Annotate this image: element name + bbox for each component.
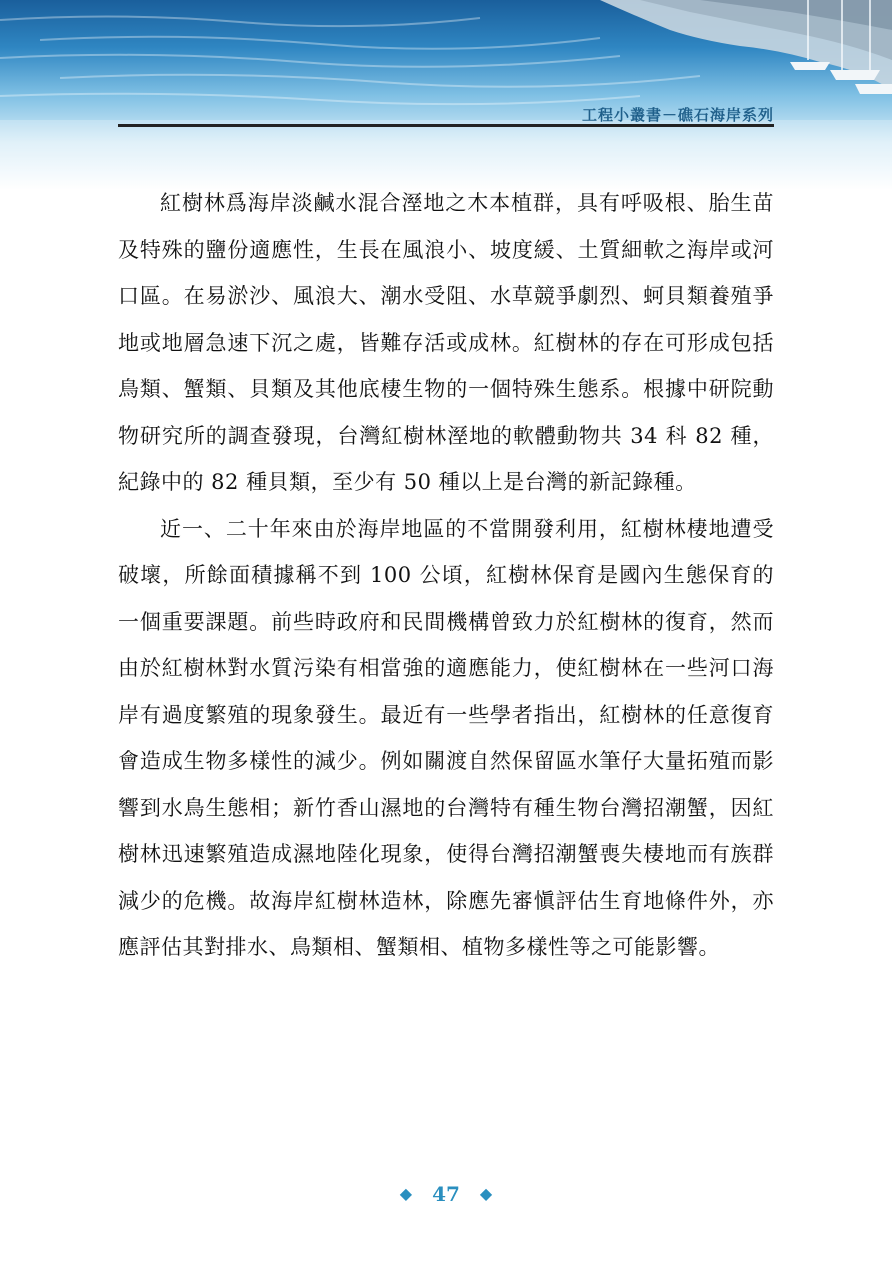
diamond-ornament-icon: ◆	[479, 1184, 493, 1203]
paragraph: 近一、二十年來由於海岸地區的不當開發利用，紅樹林棲地遭受破壞，所餘面積據稱不到 100 公頃，紅樹林保育是國內生態保育的一個重要課題。前些時政府和民間機構曾致力於紅樹林的復育，然而由於紅樹林對水質污染有相當強的適應能力，使紅樹林在一些河口海岸有過度繁殖的現象發生。最近有一些學者指出，紅樹林的任意復育會造成生物多樣性的減少。例如關渡自然保留區水筆仔大量拓殖而影響到水鳥生態相；新竹香山濕地的台灣特有種生物台灣招潮蟹，因紅樹林迅速繁殖造成濕地陸化現象，使得台灣招潮蟹喪失棲地而有族群減少的危機。故海岸紅樹林造林，除應先審愼評估生育地條件外，亦應評估其對排水、鳥類相、蟹類相、植物多樣性等之可能影響。	[118, 516, 774, 959]
body-text	[118, 180, 774, 971]
page-footer	[0, 1182, 892, 1206]
header-banner-image	[0, 0, 892, 190]
diamond-ornament-icon: ◆	[399, 1184, 413, 1203]
page-number: 47	[432, 1182, 460, 1206]
series-title: 工程小叢書－礁石海岸系列	[581, 106, 774, 124]
header-divider	[118, 124, 774, 127]
paragraph: 紅樹林爲海岸淡鹹水混合溼地之木本植群，具有呼吸根、胎生苗及特殊的鹽份適應性，生長在風浪小、坡度緩、土質細軟之海岸或河口區。在易淤沙、風浪大、潮水受阻、水草競爭劇烈、蚵貝類養殖爭地或地層急速下沉之處，皆難存活或成林。紅樹林的存在可形成包括鳥類、蟹類、貝類及其他底棲生物的一個特殊生態系。根據中研院動物研究所的調查發現，台灣紅樹林溼地的軟體動物共 34 科 82 種，紀錄中的 82 種貝類，至少有 50 種以上是台灣的新記錄種。	[118, 191, 774, 494]
